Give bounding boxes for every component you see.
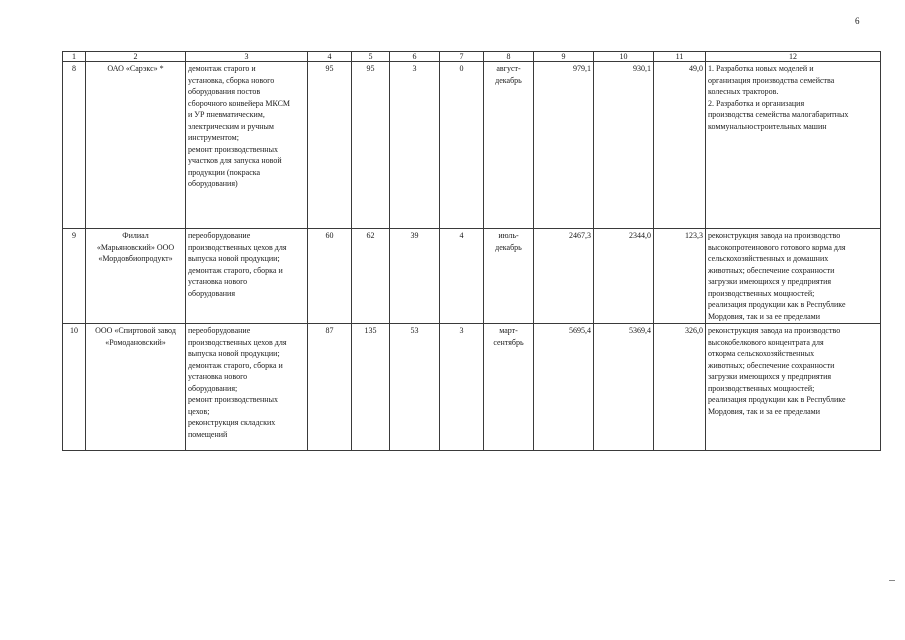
project-description-line: 2. Разработка и организация [708, 98, 805, 108]
col7-value: 3 [440, 324, 484, 451]
work-period-line: сентябрь [493, 337, 524, 347]
col4-value: 60 [308, 229, 352, 324]
corner-mark [889, 580, 895, 581]
col10-value: 5369,4 [594, 324, 654, 451]
header-cell: 10 [594, 52, 654, 62]
header-cell: 2 [86, 52, 186, 62]
organization-name [86, 229, 186, 324]
project-description [706, 324, 881, 451]
col9-value: 5695,4 [534, 324, 594, 451]
works-description-line: цехов; [188, 406, 210, 416]
col5-value: 62 [352, 229, 390, 324]
works-description-line: демонтаж старого, сборка и [188, 265, 283, 275]
organization-name-line: «Марьяновский» ООО [96, 242, 175, 252]
col5-value: 95 [352, 62, 390, 229]
col6-value: 3 [390, 62, 440, 229]
works-description-line: установка нового [188, 277, 248, 286]
table-row [63, 62, 881, 229]
project-description-line: высокопротеинового готового корма для [708, 242, 846, 252]
works-description-line: производственных цехов для [188, 337, 287, 347]
organization-name-line: Филиал [122, 231, 149, 240]
project-description-line: организация производства семейства [708, 75, 835, 85]
project-description-line: производства семейства малогабаритных [708, 110, 849, 119]
works-description-line: оборудования [188, 288, 235, 298]
project-description [706, 229, 881, 324]
work-period-line: август- [496, 64, 521, 73]
col5-value: 135 [352, 324, 390, 451]
row-number: 8 [63, 62, 86, 229]
header-cell: 7 [440, 52, 484, 62]
project-description-line: животных; обеспечение сохранности [708, 265, 835, 275]
table-row [63, 229, 881, 324]
col4-value: 95 [308, 62, 352, 229]
work-period-line: июль- [498, 231, 519, 240]
organization-name [86, 324, 186, 451]
organization-name-line: «Ромодановский» [105, 337, 166, 347]
project-description-line: загрузки имеющихся у предприятия [708, 277, 832, 286]
project-description-line: коммунальностроительных машин [708, 121, 827, 131]
col10-value: 930,1 [594, 62, 654, 229]
project-description-line: производственных мощностей; [708, 288, 815, 298]
project-description-line: реконструкция завода на производство [708, 231, 841, 240]
header-cell: 1 [63, 52, 86, 62]
header-cell: 6 [390, 52, 440, 62]
col4-value: 87 [308, 324, 352, 451]
col11-value: 49,0 [654, 62, 706, 229]
table-row [63, 324, 881, 451]
work-period [484, 62, 534, 229]
organization-name-line: ОАО «Сарэкс» * [107, 64, 164, 73]
works-description-line: выпуска новой продукции; [188, 349, 280, 358]
works-description-line: установка нового [188, 372, 248, 381]
works-description-line: оборудования) [188, 179, 238, 188]
project-description-line: реализация продукции как в Республике [708, 395, 846, 404]
works-description-line: инструментом; [188, 133, 239, 142]
works-description-line: производственных цехов для [188, 242, 287, 252]
page-number: 6 [855, 16, 860, 26]
col6-value: 53 [390, 324, 440, 451]
organization-name-line: ООО «Спиртовой завод [95, 326, 176, 335]
works-description-line: демонтаж старого и [188, 64, 256, 73]
header-cell: 8 [484, 52, 534, 62]
works-description [186, 229, 308, 324]
works-description-line: и УР пневматическим, [188, 110, 265, 119]
project-description-line: Мордовия, так и за ее пределами [708, 311, 820, 321]
works-description-line: переоборудование [188, 326, 251, 335]
header-cell: 11 [654, 52, 706, 62]
program-table [62, 51, 881, 451]
project-description-line: загрузки имеющихся у предприятия [708, 372, 832, 381]
organization-name-line: «Мордовбиопродукт» [98, 254, 173, 263]
work-period-line: март- [499, 326, 518, 335]
project-description [706, 62, 881, 229]
work-period-line: декабрь [495, 242, 522, 252]
project-description-line: производственных мощностей; [708, 383, 815, 393]
works-description-line: продукции (покраска [188, 167, 261, 177]
works-description-line: помещений [188, 429, 228, 439]
header-row [63, 52, 881, 62]
project-description-line: откорма сельскохозяйственных [708, 349, 815, 358]
project-description-line: животных; обеспечение сохранности [708, 360, 835, 370]
works-description-line: реконструкция складских [188, 418, 276, 427]
header-cell: 4 [308, 52, 352, 62]
organization-name [86, 62, 186, 229]
work-period [484, 229, 534, 324]
works-description-line: сборочного конвейера МКСМ [188, 98, 291, 108]
works-description-line: установка, сборка нового [188, 75, 275, 85]
header-cell: 3 [186, 52, 308, 62]
works-description-line: оборудования постов [188, 87, 261, 96]
col6-value: 39 [390, 229, 440, 324]
header-cell: 5 [352, 52, 390, 62]
works-description-line: ремонт производственных [188, 395, 278, 404]
work-period-line: декабрь [495, 75, 522, 85]
header-cell: 9 [534, 52, 594, 62]
col7-value: 0 [440, 62, 484, 229]
project-description-line: 1. Разработка новых моделей и [708, 64, 814, 73]
works-description-line: участков для запуска новой [188, 156, 282, 165]
project-description-line: высокобелкового концентрата для [708, 337, 824, 347]
project-description-line: колесных тракторов. [708, 87, 779, 96]
project-description-line: реализация продукции как в Республике [708, 300, 846, 309]
col9-value: 2467,3 [534, 229, 594, 324]
col11-value: 326,0 [654, 324, 706, 451]
row-number: 10 [63, 324, 86, 451]
works-description-line: электрическим и ручным [188, 121, 274, 131]
works-description [186, 62, 308, 229]
col11-value: 123,3 [654, 229, 706, 324]
col10-value: 2344,0 [594, 229, 654, 324]
work-period [484, 324, 534, 451]
col7-value: 4 [440, 229, 484, 324]
project-description-line: Мордовия, так и за ее пределами [708, 406, 820, 416]
works-description-line: оборудования; [188, 383, 238, 393]
works-description-line: выпуска новой продукции; [188, 254, 280, 263]
project-description-line: реконструкция завода на производство [708, 326, 841, 335]
col9-value: 979,1 [534, 62, 594, 229]
header-cell: 12 [706, 52, 881, 62]
row-number: 9 [63, 229, 86, 324]
works-description-line: ремонт производственных [188, 144, 278, 154]
works-description-line: демонтаж старого, сборка и [188, 360, 283, 370]
works-description [186, 324, 308, 451]
works-description-line: переоборудование [188, 231, 251, 240]
project-description-line: сельскохозяйственных и домашних [708, 254, 829, 263]
